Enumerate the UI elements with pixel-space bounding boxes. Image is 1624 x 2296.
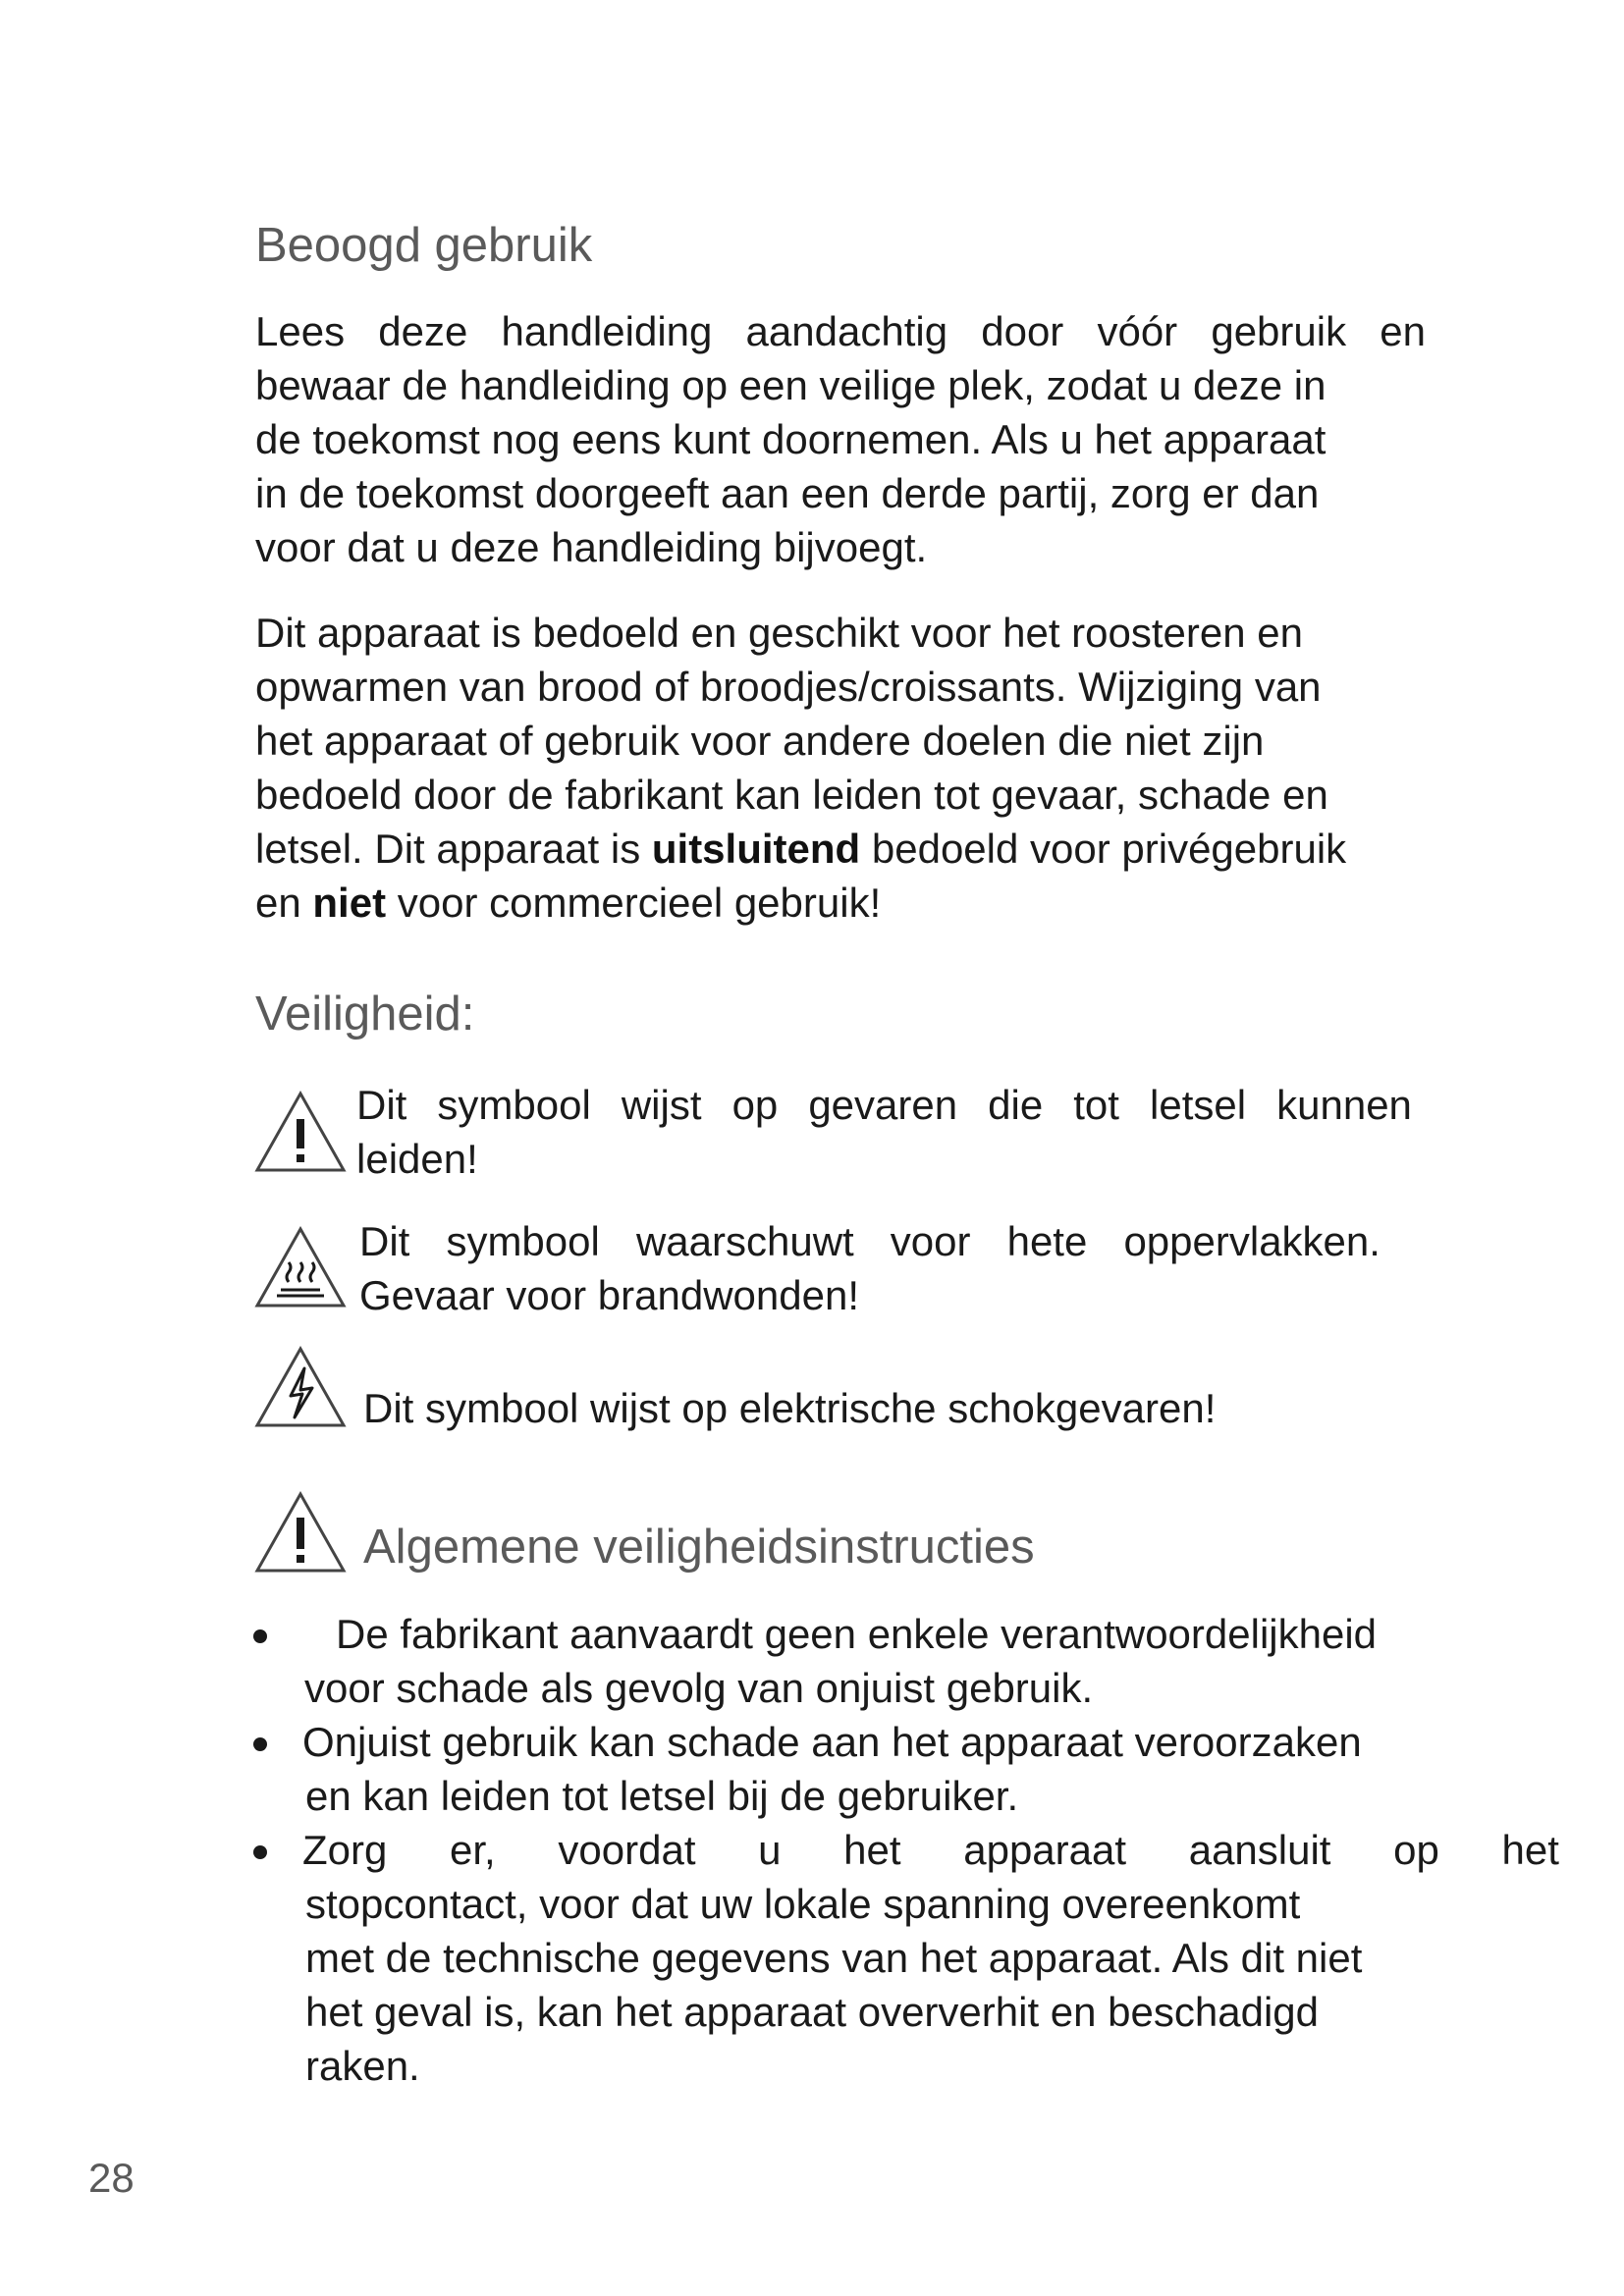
bullet-2-line: Onjuist gebruik kan schade aan het apparaat veroorzaken xyxy=(302,1719,1362,1765)
bullet-1-line: voor schade als gevolg van onjuist gebruik. xyxy=(304,1665,1094,1711)
symbol-3-line: Dit symbool wijst op elektrische schokgevaren! xyxy=(363,1385,1217,1431)
bullet-3-line: het geval is, kan het apparaat oververhit en beschadigd xyxy=(305,1989,1320,2035)
bullet-1-line: De fabrikant aanvaardt geen enkele verantwoordelijkheid xyxy=(336,1611,1378,1657)
page-number: 28 xyxy=(88,2155,135,2201)
para2-line xyxy=(255,876,1426,930)
symbol-3-text xyxy=(363,1381,1216,1435)
bullet-dot xyxy=(253,1629,267,1643)
bullet-2-line: en kan leiden tot letsel bij de gebruiker. xyxy=(305,1773,1019,1819)
para1-line: de toekomst nog eens kunt doornemen. Als u het apparaat xyxy=(255,416,1326,462)
heading-general-safety: Algemene veiligheidsinstructies xyxy=(363,1521,1035,1574)
para1-line: bewaar de handleiding op een veilige plek, zodat u deze in xyxy=(255,362,1326,408)
para2-line: het apparaat of gebruik voor andere doelen die niet zijn xyxy=(255,718,1265,764)
para1-line: voor dat u deze handleiding bijvoegt. xyxy=(255,524,928,570)
para2-line: opwarmen van brood of broodjes/croissants. Wijziging van xyxy=(255,664,1322,710)
para2-line xyxy=(255,822,1426,876)
symbol-1-line: Dit symbool wijst op gevaren die tot letsel kunnen xyxy=(356,1082,1412,1128)
para1-line: Lees deze handleiding aandachtig door vóór gebruik en xyxy=(255,308,1426,354)
symbol-2-line: Gevaar voor brandwonden! xyxy=(359,1272,859,1318)
symbol-2-text xyxy=(359,1214,1380,1322)
para2-line: bedoeld door de fabrikant kan leiden tot gevaar, schade en xyxy=(255,772,1328,818)
bullet-item-3 xyxy=(302,1823,1569,2093)
text-run: bedoeld voor privégebruik xyxy=(860,826,1347,872)
bullet-3-line: stopcontact, voor dat uw lokale spanning overeenkomt xyxy=(305,1881,1301,1927)
symbol-1-text xyxy=(356,1078,1412,1186)
symbol-1-line: leiden! xyxy=(356,1136,478,1182)
intended-use-paragraph-1 xyxy=(255,304,1426,574)
heading-safety: Veiligheid: xyxy=(255,988,475,1041)
warning-exclamation-icon xyxy=(253,1090,348,1174)
para2-line: Dit apparaat is bedoeld en geschikt voor het roosteren en xyxy=(255,610,1304,656)
emphasis-niet: niet xyxy=(312,880,387,926)
emphasis-uitsluitend: uitsluitend xyxy=(651,826,861,872)
bullet-3-line: met de technische gegevens van het apparaat. Als dit niet xyxy=(305,1935,1363,1981)
hot-surface-icon xyxy=(253,1225,348,1309)
bullet-dot xyxy=(253,1845,267,1859)
electric-shock-icon xyxy=(253,1345,348,1429)
para1-line: in de toekomst doorgeeft aan een derde partij, zorg er dan xyxy=(255,470,1320,516)
symbol-2-line: Dit symbool waarschuwt voor hete oppervlakken. xyxy=(359,1218,1380,1264)
bullet-3-line: Zorg er, voordat u het apparaat aansluit op het xyxy=(302,1827,1559,1873)
warning-exclamation-icon xyxy=(253,1490,348,1575)
heading-intended-use: Beoogd gebruik xyxy=(255,219,593,272)
bullet-3-line: raken. xyxy=(305,2043,420,2089)
text-run: en xyxy=(255,880,313,926)
bullet-item-2 xyxy=(302,1715,1362,1823)
text-run: voor commercieel gebruik! xyxy=(386,880,882,926)
text-run: letsel. Dit apparaat is xyxy=(255,826,652,872)
bullet-dot xyxy=(253,1737,267,1751)
bullet-item-1 xyxy=(304,1607,1377,1715)
intended-use-paragraph-2 xyxy=(255,606,1426,930)
